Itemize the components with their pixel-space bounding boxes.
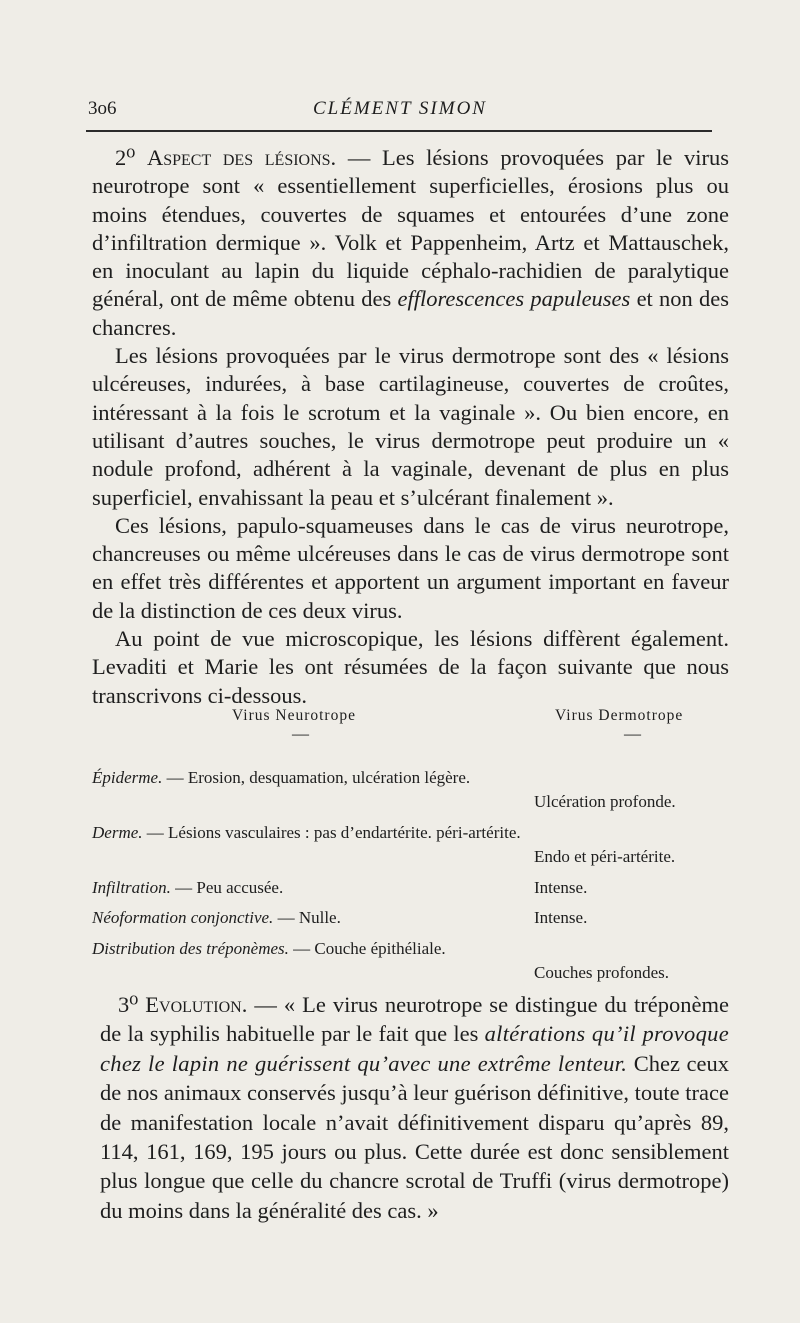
row-dermotrope-cell: Intense. [534,878,588,897]
column-header-neurotrope: Virus Neurotrope [232,707,356,724]
paragraph [100,990,729,1225]
row-neurotrope-text: — Lésions vasculaires : pas d’endartérite. péri-artérite. [146,823,521,842]
row-term: Distribution des tréponèmes. [92,939,289,958]
running-title: CLÉMENT SIMON [313,98,487,119]
section-title: Evolution. [145,992,248,1017]
row-neurotrope-cell [92,766,532,790]
row-neurotrope-text: — Nulle. [277,908,341,927]
paragraph-text: — « Le virus neurotrope se distingue du tréponème de la syphilis habituelle par le fait que les [100,992,730,1047]
section-2-text [92,144,729,710]
row-term: Épiderme. [92,768,163,787]
emphasis-text: efflorescences papuleuses [397,286,631,312]
paragraph: Ces lésions, papulo-squameuses dans le cas de virus neurotrope, chancreuses ou même ulcéreuses dans le cas de virus dermotrope sont en effet très différentes et apportent un argument important en faveur de la distinction de ces deux virus. [92,512,729,623]
row-dermotrope-cell: Ulcération profonde. [534,792,676,811]
row-neurotrope-text: — Peu accusée. [175,878,284,897]
page-number: 3o6 [88,98,117,119]
paragraph-text: et non des chancres. [92,286,730,340]
paragraph: Les lésions provoquées par le virus dermotrope sont des « lésions ulcéreuses, indurées, à base cartilagineuse, couvertes de croûtes, intéressant à la fois le scrotum et la vaginale ». Ou bien encore, en utilisant d’autres souches, le virus dermotrope peut produire un « nodule profond, adhérent à la vaginale, devenant de plus en plus superficiel, envahissant la peau et s’ulcérant finalement ». [92,343,729,510]
row-neurotrope-cell [92,821,532,845]
section-3-text [100,990,729,1225]
header-rule [86,130,712,132]
paragraph-text: Chez ceux de nos animaux conservés jusqu’à leur guérison définitive, toute trace de manifestation locale n’avait définitivement disparu qu’après 89, 114, 161, 169, 195 jours ou plus. Cette durée est donc sensiblement plus longue que celle du chancre scrotal de Truffi (virus dermotrope) du moins dans la généralité des cas. » [100,1050,729,1223]
row-neurotrope-cell [92,876,532,900]
section-number: 2⁰ [115,145,136,170]
row-term: Derme. [92,823,143,842]
paragraph [92,144,729,342]
column-header-dermotrope: Virus Dermotrope [555,707,684,724]
paragraph: Au point de vue microscopique, les lésions diffèrent également. Levaditi et Marie les ont résumées de la façon suivante que nous transcrivons ci-dessous. [92,626,729,708]
row-dermotrope-cell: Couches profondes. [534,963,670,982]
section-title: Aspect des lésions. [146,145,337,170]
paragraph-text: — Les lésions provoquées par le virus neurotrope sont « essentiellement superficielles, érosions plus ou moins étendues, couvertes de squames et entourées d’une zone d’infiltration dermique ». Volk et Pappenheim, Artz et Mattauschek, en inoculant au lapin du liquide céphalo-rachidien de paralytique général, ont de même obtenu des [92,145,730,312]
row-term: Néoformation conjonctive. [92,908,274,927]
row-neurotrope-text: — Erosion, desquamation, ulcération légère. [166,768,471,787]
row-term: Infiltration. [92,878,171,897]
row-dermotrope-cell: Intense. [534,908,588,927]
column-dash: — [292,724,309,743]
row-neurotrope-cell [92,937,532,961]
page-header [88,96,712,130]
column-dash: — [624,724,641,743]
row-neurotrope-text: — Couche épithéliale. [293,939,446,958]
section-number: 3⁰ [118,992,139,1017]
emphasis-text: altérations qu’il provoque chez le lapin ne guérissent qu’avec une extrême lenteur. [100,1021,729,1076]
row-dermotrope-cell: Endo et péri-artérite. [534,847,676,866]
row-neurotrope-cell [92,906,532,930]
